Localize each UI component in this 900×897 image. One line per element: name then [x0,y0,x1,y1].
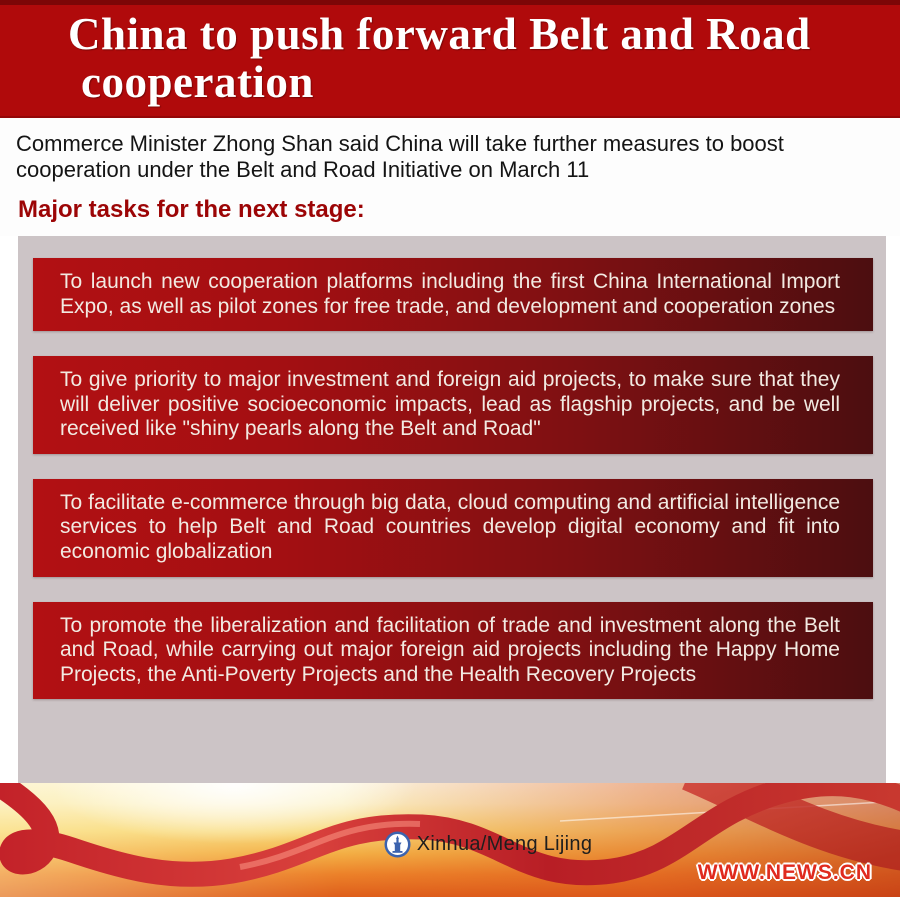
page-title [68,11,880,106]
section-heading: Major tasks for the next stage: [18,195,365,223]
website-url: WWW.NEWS.CN [697,861,872,884]
header-banner [0,0,900,118]
tasks-panel [18,236,886,783]
page-title-line1: China to push forward Belt and Road [68,9,811,59]
task-box-4: To promote the liberalization and facilitation of trade and investment along the Belt and Road, while carrying out major foreign aid projects including the Happy Home Projects, the Anti-Poverty Projects and the Health Recovery Projects [33,602,873,700]
task-box-3: To facilitate e-commerce through big data, cloud computing and artificial intelligence services to help Belt and Road countries develop digital economy and fit into economic globalization [33,479,873,577]
footer-artwork [0,783,900,897]
intro-section [0,118,900,236]
intro-text: Commerce Minister Zhong Shan said China will take further measures to boost cooperation under the Belt and Road Initiative on March 11 [16,131,784,182]
xinhua-logo-icon [384,831,411,858]
page-title-line2: cooperation [81,56,314,107]
photo-credit [38,831,900,858]
task-box-2: To give priority to major investment and foreign aid projects, to make sure that they will deliver positive socioeconomic impacts, lead as flagship projects, and be well received like "shiny pearls along the Belt and Road" [33,356,873,454]
credit-text: Xinhua/Meng Lijing [416,833,593,855]
task-box-1: To launch new cooperation platforms including the first China International Import Expo, as well as pilot zones for free trade, and development and cooperation zones [33,258,873,331]
